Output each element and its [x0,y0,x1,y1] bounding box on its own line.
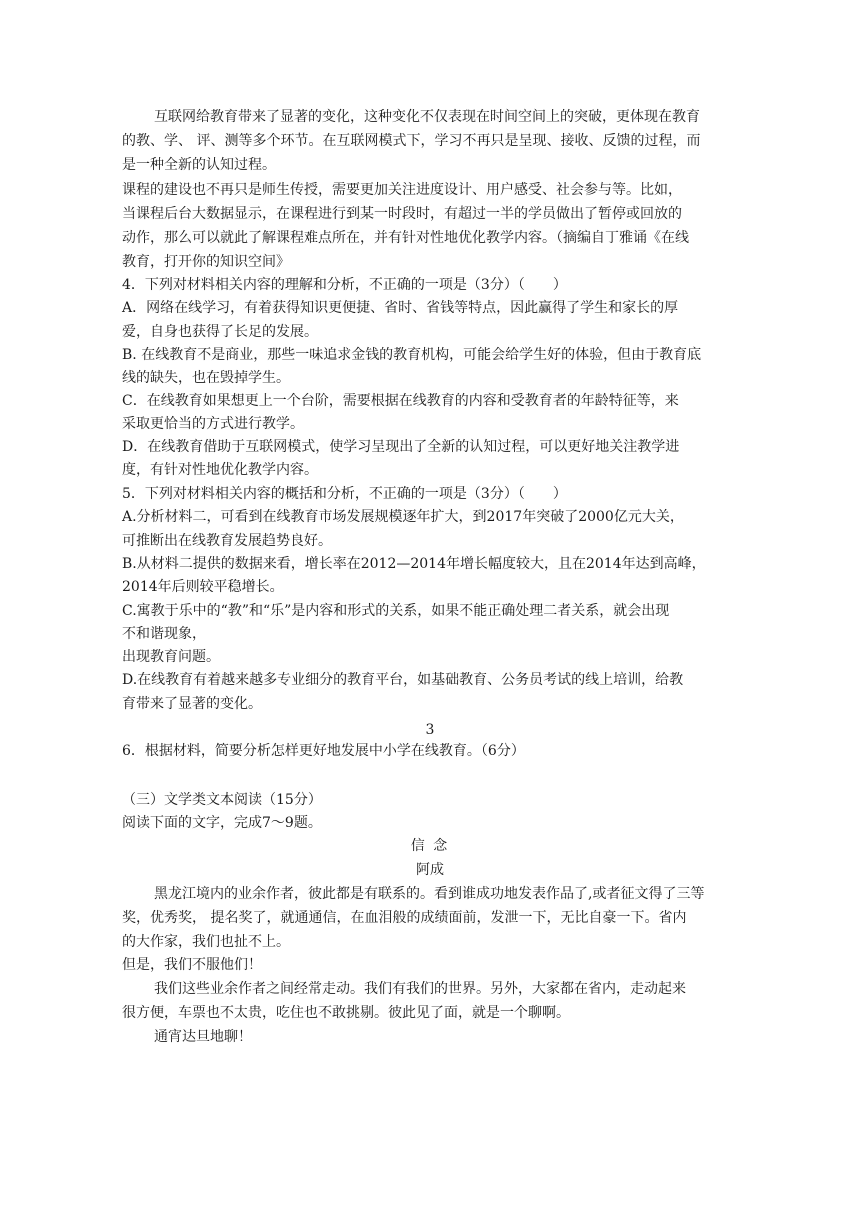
passage-line: 教育，打开你的知识空间》 [122,254,290,270]
question-6: 6．根据材料，简要分析怎样更好地发展中小学在线教育。（6分） [122,743,525,759]
question-5-option-c: C.寓教于乐中的“教”和“乐”是内容和形式的关系，如果不能正确处理二者关系，就会出现 [122,603,670,619]
passage-line: 课程的建设也不再只是师生传授，需要更加关注进度设计、用户感受、社会参与等。比如， [122,182,682,198]
section-title: （三）文学类文本阅读（15分） [122,792,322,808]
question-4-stem: 4．下列对材料相关内容的理解和分析，不正确的一项是（3分）（ ） [122,277,567,293]
question-5-stem: 5．下列对材料相关内容的概括和分析，不正确的一项是（3分）（ ） [122,486,567,502]
question-4-option-a: 爱，自身也获得了长足的发展。 [122,324,318,340]
passage-line: 动作，那么可以就此了解课程难点所在，并有针对性地优化教学内容。（摘编自丁雅诵《在线 [122,230,689,246]
story-line: 很方便，车票也不太贵，吃住也不敢挑剔。彼此见了面，就是一个聊啊。 [122,1005,570,1021]
passage-line: 互联网给教育带来了显著的变化，这种变化不仅表现在时间空间上的突破，更体现在教育 [154,109,700,125]
question-4-option-b: B. 在线教育不是商业，那些一味追求金钱的教育机构，可能会给学生好的体验，但由于教育底 [122,347,702,363]
story-line: 我们这些业余作者之间经常走动。我们有我们的世界。另外，大家都在省内，走动起来 [154,981,686,997]
story-line: 但是，我们不服他们！ [122,957,262,973]
question-4-option-d: 度，有针对性地优化教学内容。 [122,462,318,478]
question-5-option-b: B.从材料二提供的数据来看，增长率在2012—2014年增长幅度较大，且在2014年达到高峰， [122,556,706,572]
page-number: 3 [425,722,435,738]
question-5-option-d: D.在线教育有着越来越多专业细分的教育平台，如基础教育、公务员考试的线上培训，给教 [122,672,684,688]
story-author: 阿成 [416,862,444,878]
passage-line: 是一种全新的认知过程。 [122,157,276,173]
question-5-option-a: A.分析材料二，可看到在线教育市场发展规模逐年扩大，到2017年突破了2000亿元大关， [122,509,684,525]
question-4-option-c: C．在线教育如果想更上一个台阶，需要根据在线教育的内容和受教育者的年龄特征等，来 [122,393,679,409]
passage-line: 当课程后台大数据显示，在课程进行到某一时段时，有超过一半的学员做出了暂停或回放的 [122,206,682,222]
question-5-option-d: 育带来了显著的变化。 [122,696,262,712]
instruction: 阅读下面的文字，完成7～9题。 [122,815,322,831]
story-line: 奖，优秀奖， 提名奖了，就通通信，在血泪般的成绩面前，发泄一下，无比自豪一下。省内 [122,910,687,926]
question-4-option-c: 采取更恰当的方式进行教学。 [122,416,304,432]
story-line: 黑龙江境内的业余作者，彼此都是有联系的。看到谁成功地发表作品了,或者征文得了三等 [154,886,705,902]
question-5-option-b: 2014年后则较平稳增长。 [122,579,284,595]
passage-line: 的教、学、 评、测等多个环节。在互联网模式下，学习不再只是呈现、接收、反馈的过程，而 [122,133,701,149]
story-line: 通宵达旦地聊！ [154,1029,252,1045]
question-4-option-d: D．在线教育借助于互联网模式，使学习呈现出了全新的认知过程，可以更好地关注教学进 [122,439,680,455]
question-4-option-b: 线的缺失，也在毁掉学生。 [122,370,290,386]
story-line: 的大作家，我们也扯不上。 [122,934,290,950]
question-4-option-a: A．网络在线学习，有着获得知识更便捷、省时、省钱等特点，因此赢得了学生和家长的厚 [122,300,679,316]
story-title: 信 念 [410,838,450,854]
question-5-option-c: 出现教育问题。 [122,649,220,665]
question-5-option-c: 不和谐现象， [122,626,206,642]
question-5-option-a: 可推断出在线教育发展趋势良好。 [122,533,332,549]
